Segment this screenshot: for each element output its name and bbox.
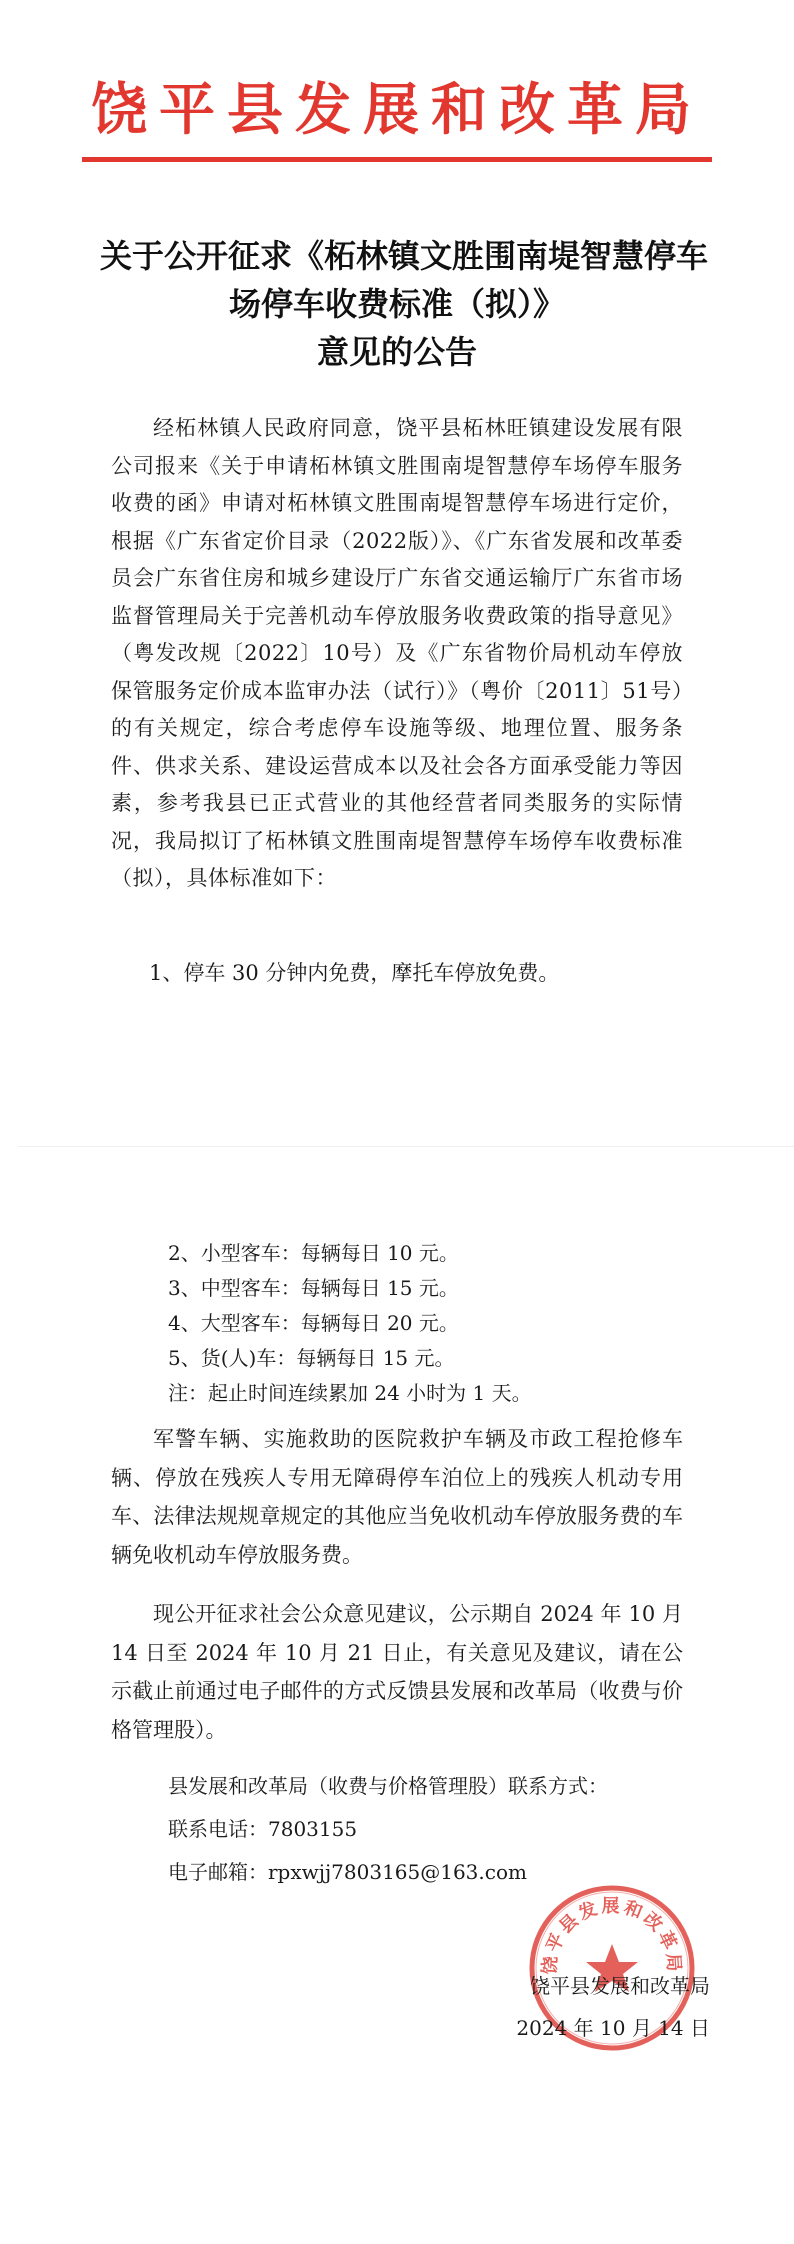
contact-phone-row	[168, 1808, 728, 1851]
notice-title-line: 场停车收费标准（拟）》	[228, 285, 565, 323]
letterhead-red-rule	[82, 157, 712, 162]
org-letterhead-title: 饶平县发展和改革局	[91, 77, 703, 143]
seal-text: 饶平县发展和改革局	[539, 1896, 685, 1976]
signature-block	[470, 1965, 710, 2049]
contact-block	[168, 1765, 728, 1894]
contact-phone-label: 联系电话：	[168, 1817, 268, 1841]
signature-org: 饶平县发展和改革局	[530, 1974, 710, 1998]
contact-phone: 7803155	[268, 1817, 358, 1841]
contact-email-label: 电子邮箱：	[168, 1860, 268, 1884]
fee-item-2: 2、小型客车：每辆每日 10 元。	[168, 1241, 459, 1265]
fee-list	[168, 1236, 688, 1411]
contact-email: rpxwjj7803165@163.com	[268, 1860, 527, 1884]
contact-intro: 县发展和改革局（收费与价格管理股）联系方式：	[168, 1774, 608, 1798]
fee-item-1: 1、停车 30 分钟内免费，摩托车停放免费。	[149, 961, 560, 985]
body-paragraph-exemptions: 军警车辆、实施救助的医院救护车辆及市政工程抢修车辆、停放在残疾人专用无障碍停车泊位上的残疾人机动专用车、法律法规规章规定的其他应当免收机动车停放服务费的车辆免收机动车停放服务费。	[111, 1427, 683, 1567]
fee-item-5: 5、货(人)车：每辆每日 15 元。	[168, 1346, 455, 1370]
fee-note: 注：起止时间连续累加 24 小时为 1 天。	[168, 1381, 532, 1405]
notice-title	[100, 232, 709, 376]
signature-date: 2024 年 10 月 14 日	[516, 2016, 710, 2040]
body-paragraph-intro: 经柘林镇人民政府同意，饶平县柘林旺镇建设发展有限公司报来《关于申请柘林镇文胜围南堤智慧停车场停车服务收费的函》申请对柘林镇文胜围南堤智慧停车场进行定价，根据《广东省定价目录（2022版）》、《广东省发展和改革委员会广东省住房和城乡建设厅广东省交通运输厅广东省市场监督管理局关于完善机动车停放服务收费政策的指导意见》（粤发改规〔2022〕10号）及《广东省物价局机动车停放保管服务定价成本监审办法（试行）》（粤价〔2011〕51号）的有关规定，综合考虑停车设施等级、地理位置、服务条件、供求关系、建设运营成本以及社会各方面承受能力等因素，参考我县已正式营业的其他经营者同类服务的实际情况，我局拟订了柘林镇文胜围南堤智慧停车场停车收费标准（拟），具体标准如下：	[111, 416, 683, 890]
notice-title-line: 意见的公告	[316, 333, 477, 371]
page-divider	[18, 1146, 794, 1147]
notice-title-line: 关于公开征求《柘林镇文胜围南堤智慧停车	[100, 237, 709, 275]
fee-item-4: 4、大型客车：每辆每日 20 元。	[168, 1311, 459, 1335]
body-paragraph-consultation: 现公开征求社会公众意见建议，公示期自 2024 年 10 月 14 日至 2024 年 10 月 21 日止，有关意见及建议，请在公示截止前通过电子邮件的方式反馈县发展和改革局（收费与价格管理股）。	[111, 1602, 683, 1742]
fee-item-3: 3、中型客车：每辆每日 15 元。	[168, 1276, 459, 1300]
